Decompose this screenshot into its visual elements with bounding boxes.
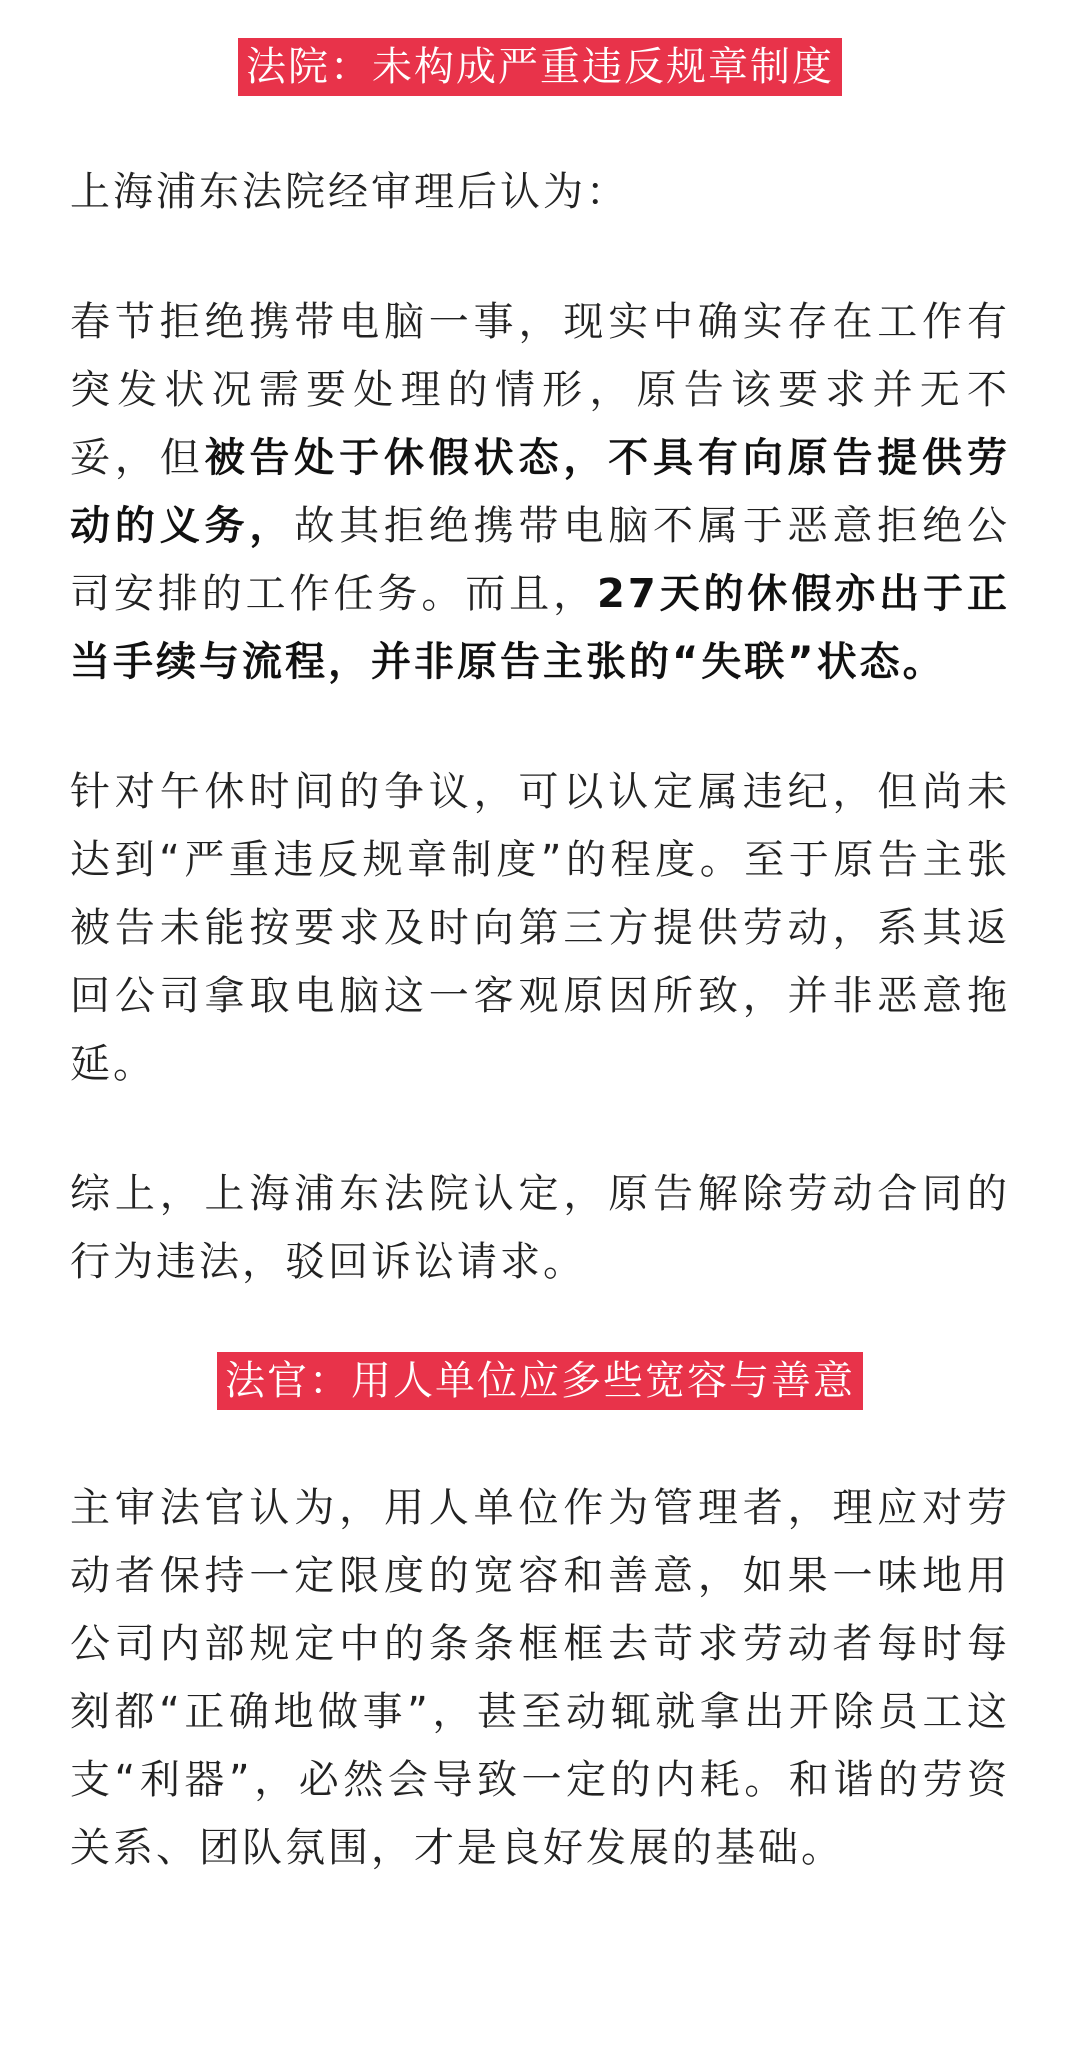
para1-text-2: 故其拒绝携带电脑不属于恶意拒绝公司安排的工作任务。而且， <box>70 503 1010 617</box>
section-heading-judge <box>70 1352 1010 1410</box>
paragraph-lunch-break: 针对午休时间的争议，可以认定属违纪，但尚未达到“严重违反规章制度”的程度。至于原告主张被告未能按要求及时向第三方提供劳动，系其返回公司拿取电脑这一客观原因所致，并非恶意拖延。 <box>70 769 1010 1087</box>
article <box>0 38 1080 2068</box>
para1-bold-2: 27天的休假亦出于正当手续与流程，并非原告主张的“失联”状态。 <box>70 571 1010 685</box>
heading-judge-label: 法官：用人单位应多些宽容与善意 <box>217 1352 863 1410</box>
para1-text-1: 春节拒绝携带电脑一事，现实中确实存在工作有突发状况需要处理的情形，原告该要求并无不妥，但 <box>70 299 1010 481</box>
section-heading-court <box>70 38 1010 96</box>
paragraph-judge-opinion: 主审法官认为，用人单位作为管理者，理应对劳动者保持一定限度的宽容和善意，如果一味地用公司内部规定中的条条框框去苛求劳动者每时每刻都“正确地做事”，甚至动辄就拿出开除员工这支“利器”，必然会导致一定的内耗。和谐的劳资关系、团队氛围，才是良好发展的基础。 <box>70 1485 1010 1871</box>
intro-paragraph: 上海浦东法院经审理后认为： <box>70 169 629 215</box>
para1-bold-1: 被告处于休假状态，不具有向原告提供劳动的义务， <box>70 435 1011 549</box>
paragraph-computer-refusal <box>70 288 1010 696</box>
heading-court-label: 法院：未构成严重违反规章制度 <box>238 38 842 96</box>
paragraph-conclusion: 综上，上海浦东法院认定，原告解除劳动合同的行为违法，驳回诉讼请求。 <box>70 1171 1010 1285</box>
